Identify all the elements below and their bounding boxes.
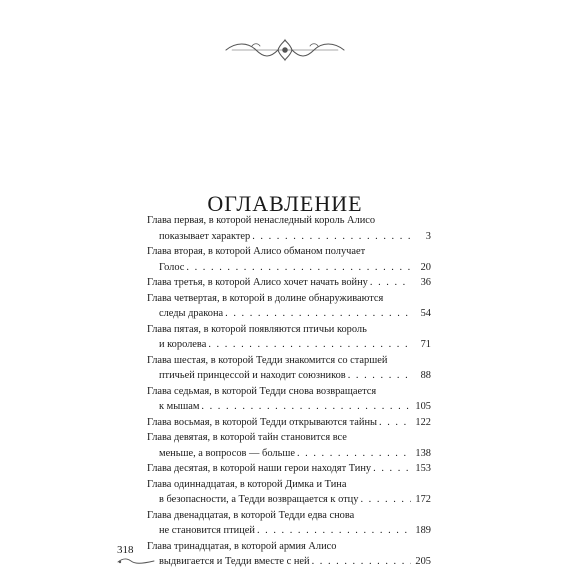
toc-entry [147,539,431,555]
toc-entry [147,508,431,524]
toc-entry [147,337,431,353]
toc-entry-page: 138 [415,447,431,459]
toc-entry-text: показывает характер [159,230,251,242]
toc-entry [147,554,431,570]
toc-entry [147,229,431,245]
toc-entry [147,446,431,462]
toc-entry-text: Глава шестая, в которой Тедди знакомится со старшей [147,354,388,366]
toc-leader-dots [373,461,411,477]
toc-entry-text: меньше, а вопросов — больше [159,447,295,459]
toc-entry [147,523,431,539]
toc-entry [147,368,431,384]
toc-entry [147,306,431,322]
toc-entry-text: Глава пятая, в которой появляются птичьи король [147,323,367,335]
toc-leader-dots [186,260,411,276]
toc-entry [147,461,431,477]
toc-entry-text: не становится птицей [159,525,255,536]
toc-entry-text: Глава десятая, в которой наши герои находят Тину [147,463,372,474]
toc-leader-dots [370,275,411,291]
toc-entry-page: 36 [420,277,431,288]
toc-entry [147,353,431,369]
toc-entry [147,384,431,400]
toc-entry-page: 105 [415,401,431,412]
toc-leader-dots [225,306,411,322]
toc-entry-page: 88 [420,370,431,381]
page-title: ОГЛАВЛЕНИЕ [207,190,363,216]
toc-entry-text: Глава третья, в которой Алисо хочет начать войну [147,277,368,288]
toc-entry-text: Глава четвертая, в которой в долине обнаруживаются [147,292,384,304]
toc-entry [147,260,431,276]
toc-entry [147,399,431,415]
toc-entry [147,275,431,291]
toc-entry-text: и королева [159,339,207,350]
toc-entry [147,213,431,229]
toc-entry-page: 153 [415,463,431,474]
toc-entry [147,415,431,431]
toc-entry-text: Глава седьмая, в которой Тедди снова возвращается [147,385,377,397]
toc-entry [147,430,431,446]
toc-entry [147,322,431,338]
toc-leader-dots [252,229,411,245]
toc-leader-dots [312,554,411,570]
toc-entry-page: 189 [415,525,431,536]
page-number: 318 [117,544,134,556]
toc-entry-page: 71 [420,339,431,350]
toc-entry-text: Глава тринадцатая, в которой армия Алисо [147,540,337,552]
toc-entry-page: 172 [415,494,431,505]
toc-leader-dots [379,415,411,431]
toc-leader-dots [201,399,411,415]
toc-leader-dots [208,337,411,353]
toc-entry [147,291,431,307]
toc-entry-text: птичьей принцессой и находит союзников [159,370,346,381]
toc-entry-page: 205 [415,556,431,567]
toc-leader-dots [297,446,411,462]
toc-entry-text: выдвигается и Тедди вместе с ней [159,556,310,567]
toc-entry-page: 20 [420,261,431,273]
toc-entry-page: 122 [415,416,431,428]
toc-entry-text: Глава первая, в которой ненаследный король Алисо [147,215,376,226]
toc-entry-text: Глава восьмая, в которой Тедди открываются тайны [147,416,377,428]
toc-entry-text: Глава одиннадцатая, в которой Димка и Тина [147,478,347,490]
small-flourish-icon [117,556,155,566]
toc-entry-text: в безопасности, а Тедди возвращается к отцу [159,494,359,505]
toc-entry-text: Глава вторая, в которой Алисо обманом получает [147,246,366,257]
toc-entry-text: Голос [159,261,185,273]
toc-entry-text: Глава девятая, в которой тайн становится все [147,432,347,443]
toc-entry-text: к мышам [159,401,200,412]
toc-entry [147,492,431,508]
toc-entry-page: 3 [425,230,431,242]
toc-entry-text: следы дракона [159,308,224,319]
toc-entry [147,477,431,493]
toc-entry-page: 54 [420,308,431,319]
toc-leader-dots [348,368,411,384]
toc-leader-dots [360,492,411,508]
toc-entry [147,244,431,260]
toc-entry-text: Глава двенадцатая, в которой Тедди едва снова [147,509,355,521]
scroll-ornament-icon [222,38,348,62]
table-of-contents [147,213,431,570]
toc-leader-dots [257,523,411,539]
